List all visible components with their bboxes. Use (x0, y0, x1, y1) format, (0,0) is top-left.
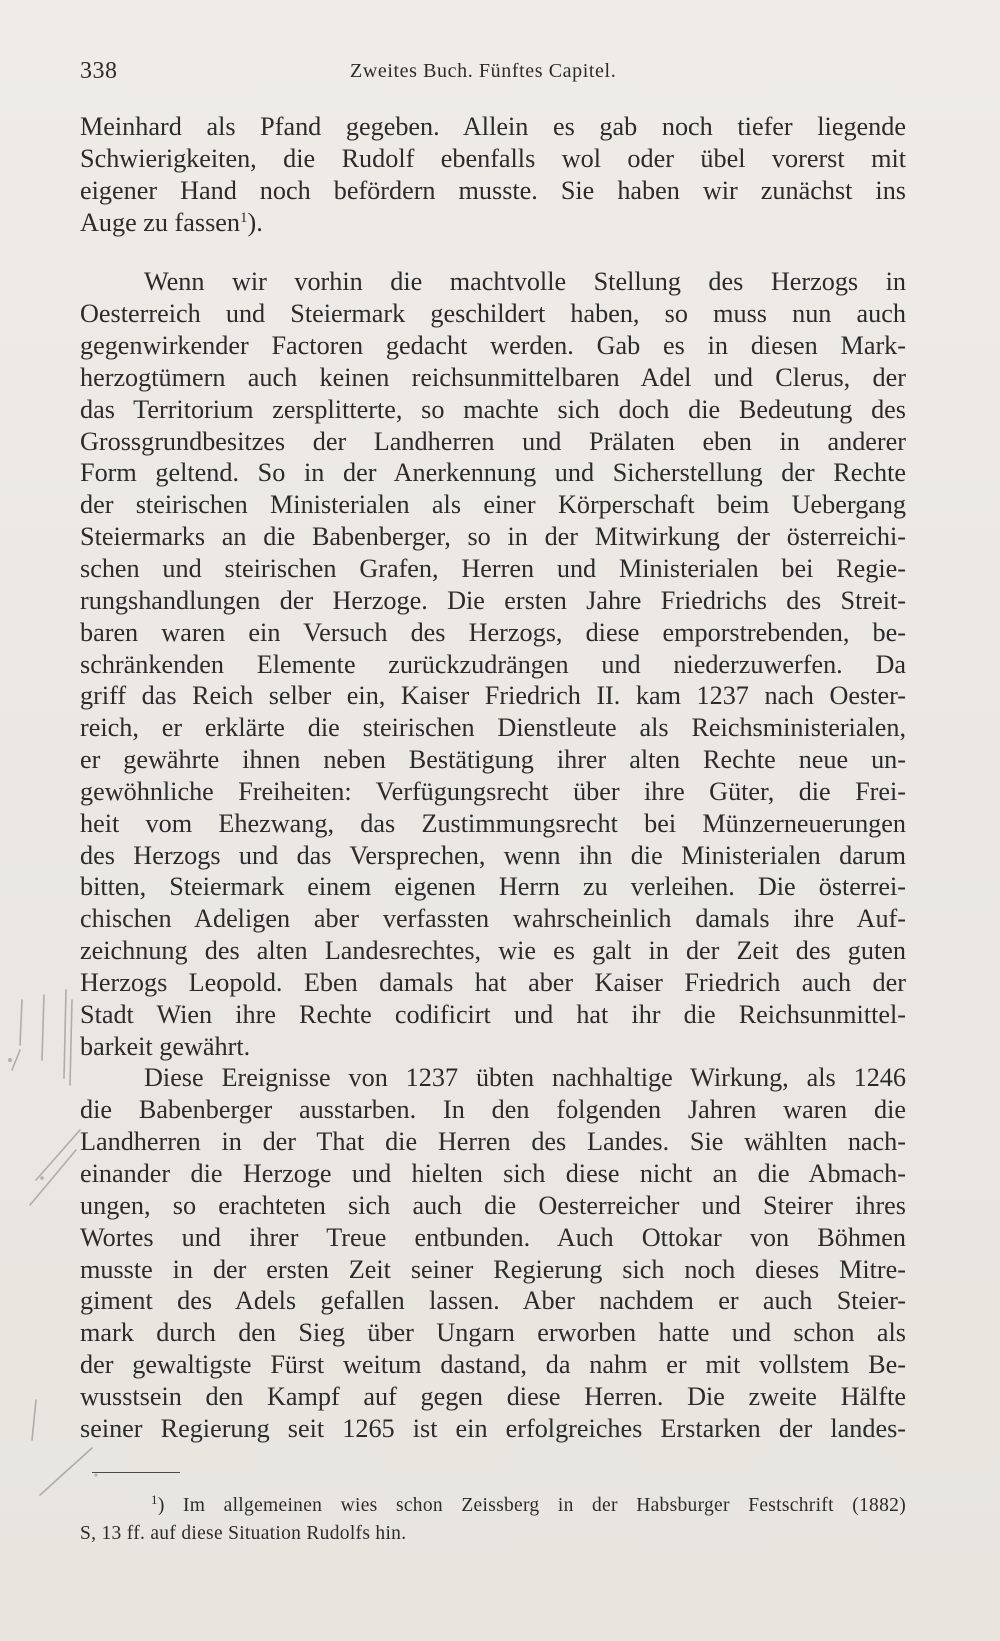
text-line: seiner Regierung seit 1265 ist ein erfolgreiches Erstarken der landes- (80, 1413, 906, 1443)
footnote-reference: 1 (239, 209, 248, 226)
text-line: Diese Ereignisse von 1237 übten nachhaltige Wirkung, als 1246 (144, 1063, 906, 1093)
text-line: die Babenberger ausstarben. In den folgenden Jahren waren die (80, 1095, 906, 1125)
text-line: herzogtümern auch keinen reichsunmittelbaren Adel und Clerus, der (80, 362, 906, 392)
text-line-content: barkeit gewährt. (80, 1031, 251, 1061)
text-line: Grossgrundbesitzes der Landherren und Prälaten eben in anderer (80, 426, 906, 456)
text-line: Herzogs Leopold. Eben damals hat aber Kaiser Friedrich auch der (80, 967, 906, 997)
text-line: reich, er erklärte die steirischen Dienstleute als Reichsministerialen, (80, 713, 906, 743)
text-line: griff das Reich selber ein, Kaiser Friedrich II. kam 1237 nach Oester- (80, 681, 906, 711)
text-line: er gewährte ihnen neben Bestätigung ihrer alten Rechte neue un- (80, 745, 906, 775)
paragraph-gap (80, 238, 906, 266)
text-line: gegenwirkender Factoren gedacht werden. Gab es in diesen Mark- (80, 331, 906, 361)
text-line: Wenn wir vorhin die machtvolle Stellung des Herzogs in (144, 267, 906, 297)
page-header (80, 58, 906, 92)
text-line: eigener Hand noch befördern musste. Sie haben wir zunächst ins (80, 175, 906, 205)
text-line: giment des Adels gefallen lassen. Aber nachdem er auch Steier- (80, 1286, 906, 1316)
text-line: schränkenden Elemente zurückzudrängen und niederzuwerfen. Da (80, 649, 906, 679)
text-line: mark durch den Sieg über Ungarn erworben hatte und schon als (80, 1318, 906, 1348)
footnote (80, 1492, 906, 1548)
text-line: Schwierigkeiten, die Rudolf ebenfalls wol oder übel vorerst mit (80, 143, 906, 173)
text-line: einander die Herzoge und hielten sich diese nicht an die Abmach- (80, 1159, 906, 1188)
paragraph (80, 111, 906, 238)
page-number: 338 (80, 58, 118, 84)
text-line: musste in der ersten Zeit seiner Regierung sich noch dieses Mitre- (80, 1254, 906, 1284)
footnote-line: $^1$) Im allgemeinen wies schon Zeissberg in der Habsburger Festschrift (1882) (151, 1492, 906, 1516)
text-line: der gewaltigste Fürst weitum dastand, da nahm er mit vollstem Be- (80, 1350, 906, 1380)
text-line: Stadt Wien ihre Rechte codificirt und hat ihr die Reichsunmittel- (80, 999, 906, 1029)
text-line: heit vom Ehezwang, das Zustimmungsrecht bei Münzerneuerungen (80, 808, 906, 838)
text-line: der steirischen Ministerialen als einer Körperschaft beim Uebergang (80, 490, 906, 520)
text-line: Oesterreich und Steiermark geschildert haben, so muss nun auch (80, 299, 906, 329)
text-line-content: Auge zu fassen (80, 207, 240, 237)
text-line: ungen, so erachteten sich auch die Oesterreicher und Steirer ihres (80, 1190, 906, 1220)
text-line: bitten, Steiermark einem eigenen Herrn zu verleihen. Die österrei- (80, 872, 906, 902)
text-line: baren waren ein Versuch des Herzogs, diese emporstrebenden, be- (80, 617, 906, 647)
text-line: Wortes und ihrer Treue entbunden. Auch Ottokar von Böhmen (80, 1222, 906, 1252)
text-line: chischen Adeligen aber verfassten wahrscheinlich damals ihre Auf- (80, 904, 906, 934)
text-line: des Herzogs und das Versprechen, wenn ihn die Ministerialen darum (80, 840, 906, 870)
footnote-rule (92, 1472, 180, 1473)
text-line (80, 1031, 906, 1063)
body-text (80, 111, 906, 1445)
paragraph (80, 1062, 906, 1444)
footnote-line: S, 13 ff. auf diese Situation Rudolfs hin. (80, 1523, 407, 1544)
footnote-marker: 1 (151, 1492, 158, 1507)
paragraph (80, 266, 906, 1062)
text-line: Steiermarks an die Babenberger, so in der Mitwirkung der österreichi- (80, 522, 906, 552)
text-line: das Territorium zersplitterte, so machte sich doch die Bedeutung des (80, 394, 906, 424)
text-line: Meinhard als Pfand gegeben. Allein es gab noch tiefer liegende (80, 112, 906, 141)
text-line: rungshandlungen der Herzoge. Die ersten Jahre Friedrichs des Streit- (80, 585, 906, 615)
text-line: gewöhnliche Freiheiten: Verfügungsrecht über ihre Güter, die Frei- (80, 776, 906, 806)
text-line: Form geltend. So in der Anerkennung und Sicherstellung der Rechte (80, 458, 906, 488)
text-line: Landherren in der That die Herren des Landes. Sie wählten nach- (80, 1127, 906, 1157)
running-head: Zweites Buch. Fünftes Capitel. (350, 60, 617, 82)
text-line-content: ). (247, 207, 263, 237)
text-line: zeichnung des alten Landesrechtes, wie es galt in der Zeit des guten (80, 936, 906, 966)
text-line: schen und steirischen Grafen, Herren und Ministerialen bei Regie- (80, 553, 906, 583)
text-line (80, 207, 906, 239)
text-line: wusstsein den Kampf auf gegen diese Herren. Die zweite Hälfte (80, 1381, 906, 1411)
